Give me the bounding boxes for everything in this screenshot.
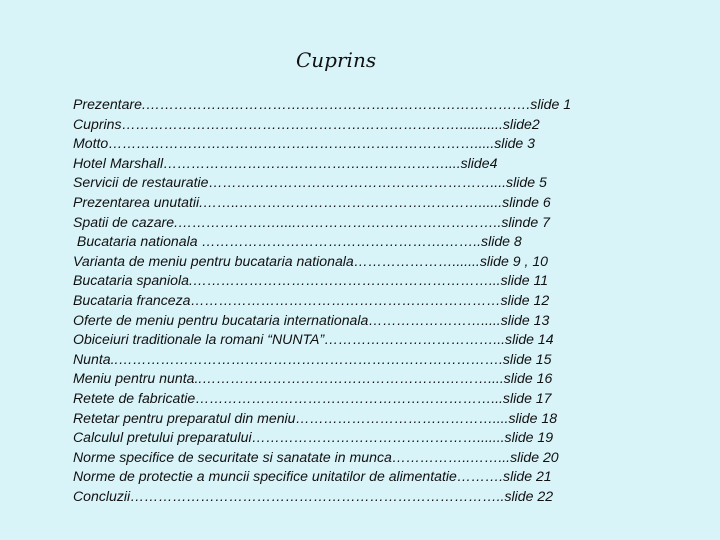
toc-entry: Nunta..……………………………………………………………………….slide 15	[73, 350, 552, 367]
toc-entry: Spatii de cazare.……………….…....……………………………………..slinde 7	[73, 213, 550, 230]
toc-entry: Meniu pentru nunta..…………………………………………….………....slide 16	[73, 370, 553, 387]
toc-entry: Retetar pentru preparatul din meniu……………………………………....slide 18	[73, 409, 558, 426]
toc-entry: Norme specifice de securitate si sanatate in munca……………..……...slide 20	[73, 448, 559, 465]
page-title: Cuprins	[296, 48, 377, 72]
toc-entry: Prezentare.……………………………………………………………………….slide 1	[73, 96, 572, 112]
toc-entry: Hotel Marshall……………………………………………………....slide4	[73, 154, 498, 171]
toc-entry: Prezentarea unutatii.……..……………………………………………......slinde 6	[73, 193, 551, 210]
toc-entry: Varianta de meniu pentru bucataria nationala………………….......slide 9 , 10	[73, 252, 548, 269]
toc-entry: Bucataria spaniola.………………………………………………………...slide 11	[73, 272, 549, 289]
toc-entry: Oferte de meniu pentru bucataria internationala…………………….....slide 13	[73, 311, 550, 328]
toc-entry: Servicii de restauratie……………………………………………………....slide 5	[73, 174, 547, 191]
toc-entry: Bucataria franceza…………………………………………………………slide 12	[73, 291, 550, 308]
toc-entry: Calculul pretului preparatului………………………………………….......slide 19	[73, 429, 554, 446]
toc-entry: Obiceiuri traditionale la romani “NUNTA”………………………………...slide 14	[73, 331, 554, 348]
toc-entry: Bucataria nationala …………………………………………….……..slide 8	[73, 233, 522, 250]
table-of-contents	[73, 95, 673, 506]
toc-entry: Norme de protectie a muncii specifice unitatilor de alimentatie……….slide 21	[73, 468, 552, 485]
toc-entry: Retete de fabricatie………………………………………………………...slide 17	[73, 389, 552, 406]
toc-entry: Concluzii……………………………………………………………………..slide 22	[73, 487, 554, 504]
toc-entry: Motto…………………………………………………………………….....slide 3	[73, 135, 536, 152]
toc-entry: Cuprins………………………………………………………………...........slide2	[73, 115, 540, 132]
